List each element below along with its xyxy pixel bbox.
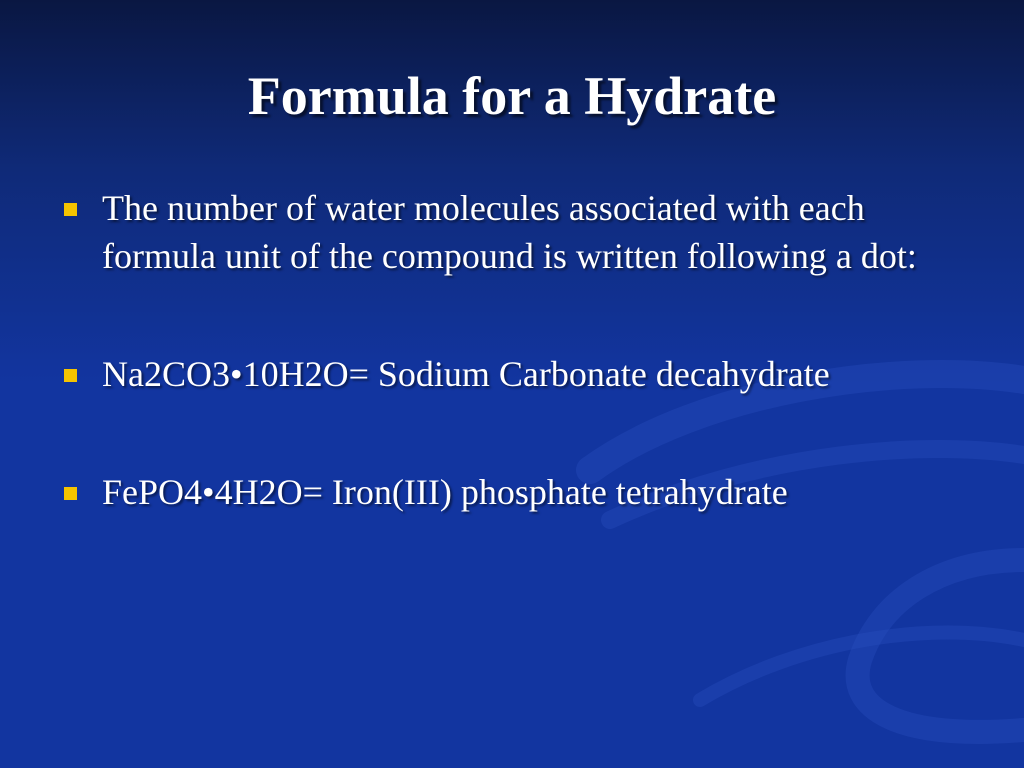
bullet-list: [64, 184, 964, 516]
bullet-item: [64, 468, 964, 516]
square-bullet-icon: [64, 487, 77, 500]
slide-title: Formula for a Hydrate: [247, 66, 777, 126]
square-bullet-icon: [64, 369, 77, 382]
bullet-item: [64, 184, 964, 280]
bullet-text: FePO4•4H2O= Iron(III) phosphate tetrahydrate: [102, 472, 788, 512]
bullet-text: The number of water molecules associated with each formula unit of the compound is written following a dot:: [102, 188, 917, 276]
bullet-text: Na2CO3•10H2O= Sodium Carbonate decahydrate: [102, 354, 830, 394]
square-bullet-icon: [64, 203, 77, 216]
bullet-item: [64, 350, 964, 398]
